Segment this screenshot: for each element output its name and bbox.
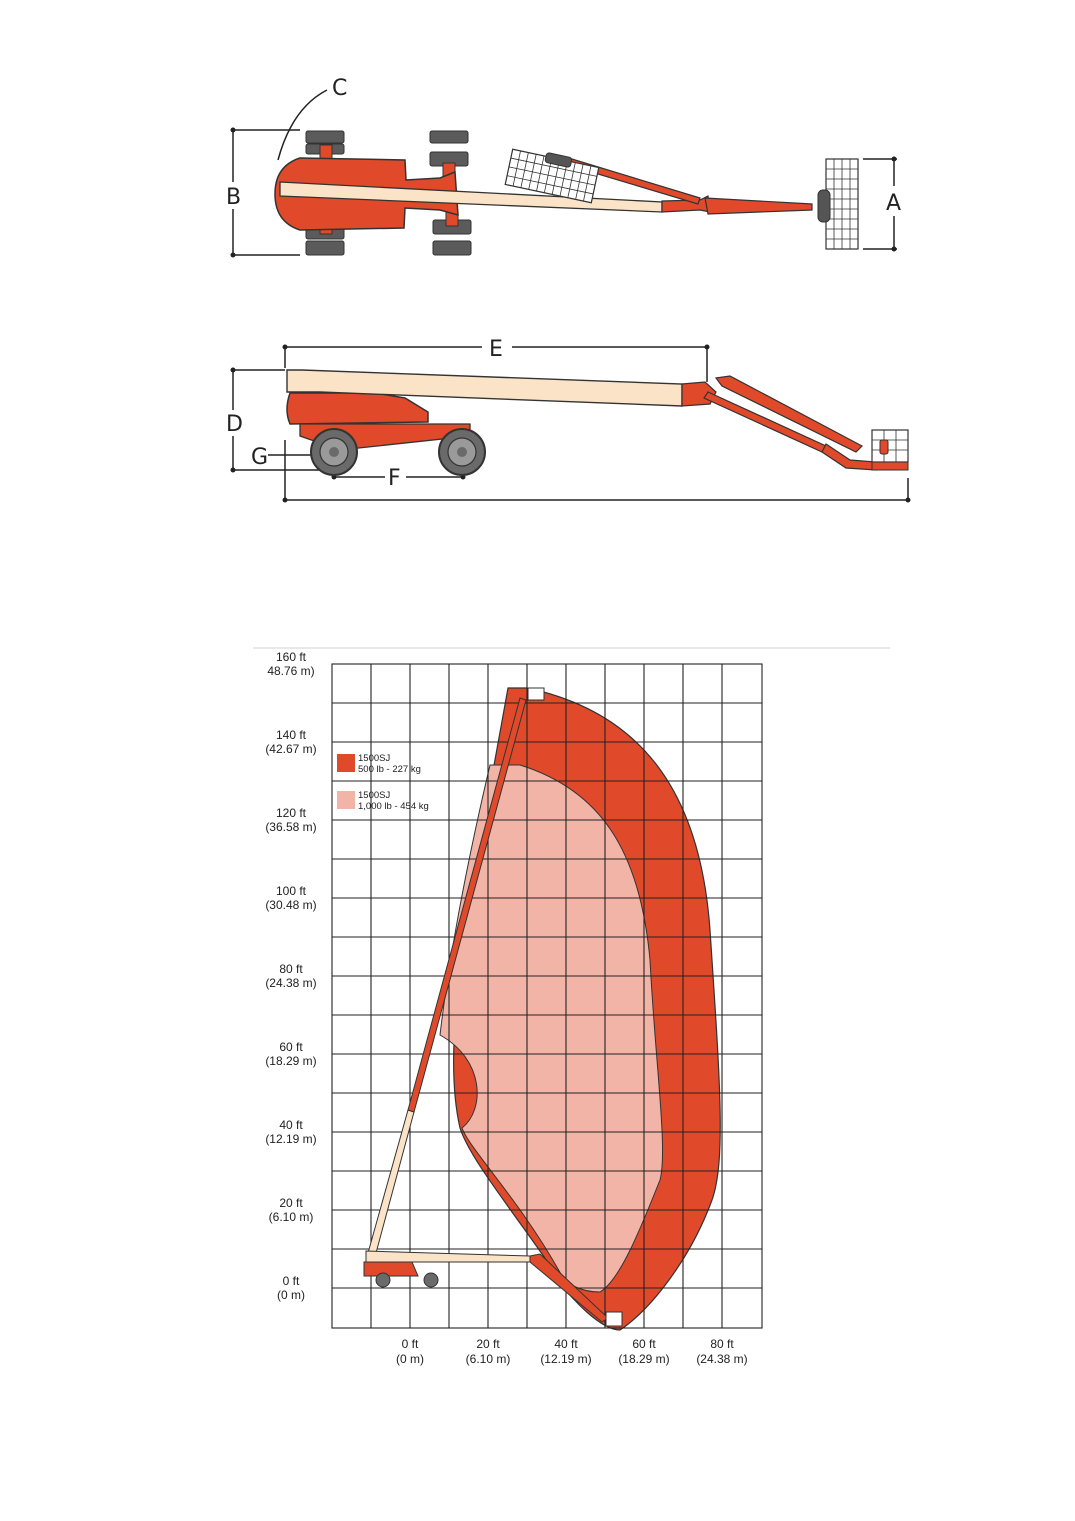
legend-model-1000lb: 1500SJ [358,790,391,801]
y-tick-m: (6.10 m) [268,1210,314,1224]
y-tick-ft: 60 ft [279,1040,303,1054]
side-basket [872,430,908,470]
y-tick-ft: 40 ft [279,1118,303,1132]
x-tick-m: (0 m) [396,1352,424,1366]
x-tick-ft: 40 ft [554,1337,578,1351]
top-end-platform [818,159,858,249]
label-f: F [388,466,401,491]
y-tick-m: (24.38 m) [265,976,317,990]
y-tick-m: (0 m) [277,1288,305,1302]
label-a: A [886,191,902,216]
y-tick-ft: 160 ft [275,650,307,664]
reach-chart [253,648,890,1366]
legend-swatch-500lb [337,754,355,772]
y-tick-m: 48.76 m) [267,664,315,678]
label-d: D [226,412,243,437]
x-axis-ticks [396,1337,748,1366]
y-tick-m: (36.58 m) [265,820,317,834]
x-tick-m: (12.19 m) [540,1352,592,1366]
legend-swatch-1000lb [337,791,355,809]
y-tick-ft: 100 ft [275,884,307,898]
y-tick-ft: 80 ft [279,962,303,976]
x-tick-ft: 20 ft [476,1337,500,1351]
y-tick-m: (18.29 m) [265,1054,317,1068]
y-tick-m: (42.67 m) [265,742,317,756]
label-c: C [332,76,348,101]
legend-capacity-500lb: 500 lb - 227 kg [358,764,421,775]
side-view [226,337,911,503]
side-chassis [287,393,428,424]
y-tick-ft: 140 ft [275,728,307,742]
chart-legend [337,753,429,812]
x-tick-m: (18.29 m) [618,1352,670,1366]
x-tick-ft: 60 ft [632,1337,656,1351]
x-tick-m: (6.10 m) [465,1352,511,1366]
x-tick-ft: 0 ft [401,1337,419,1351]
y-tick-m: (12.19 m) [265,1132,317,1146]
x-tick-ft: 80 ft [710,1337,734,1351]
y-tick-ft: 20 ft [279,1196,303,1210]
y-tick-m: (30.48 m) [265,898,317,912]
label-g: G [251,445,269,470]
legend-capacity-1000lb: 1,000 lb - 454 kg [358,801,429,812]
label-b: B [226,185,242,210]
legend-model-500lb: 1500SJ [358,753,391,764]
x-tick-m: (24.38 m) [696,1352,748,1366]
label-e: E [489,337,503,362]
y-tick-ft: 0 ft [282,1274,300,1288]
y-axis-ticks [265,650,316,1302]
top-view [226,76,901,258]
y-tick-ft: 120 ft [275,806,307,820]
